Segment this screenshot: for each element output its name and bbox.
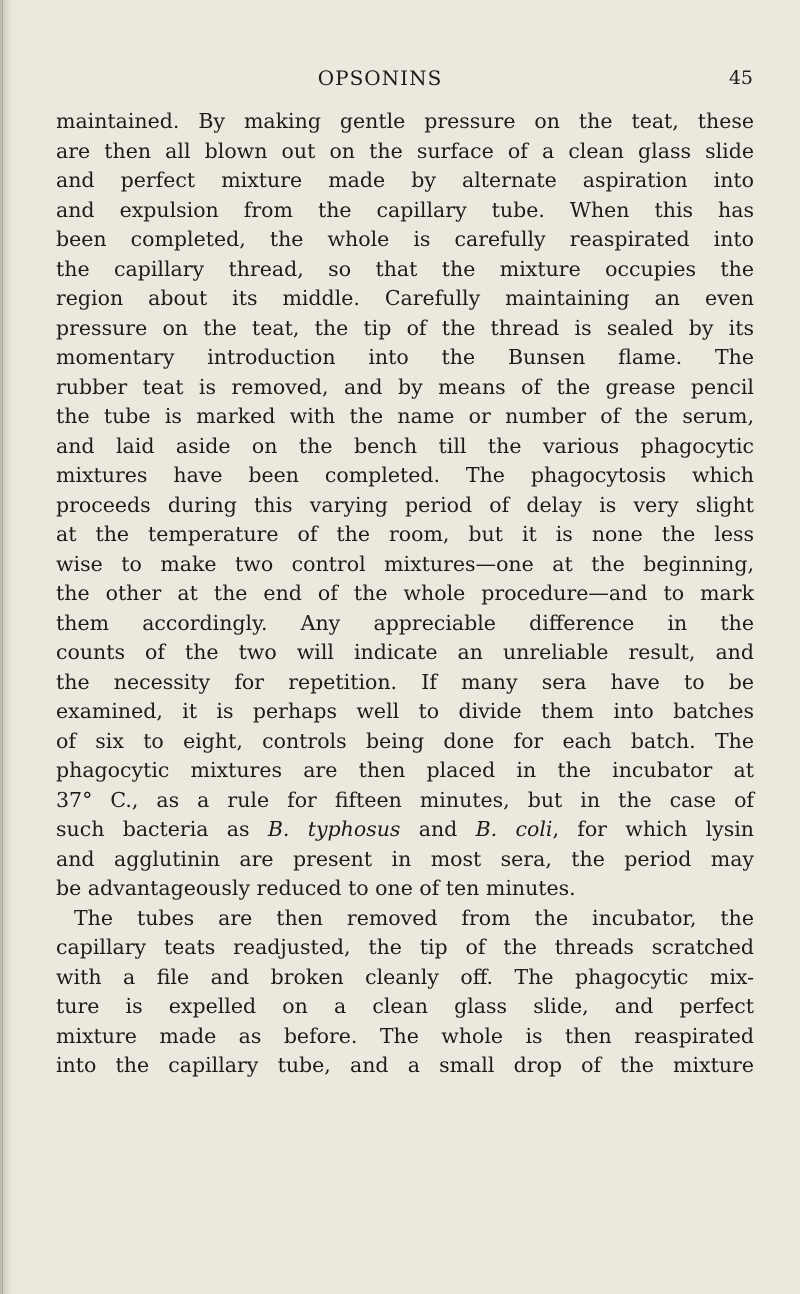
text-line-16: wise to make two control mixtures—one at the beginning, [56,551,754,576]
species-name-typhosus: B. typhosus [267,817,401,841]
text-line-4: and expulsion from the capillary tube. When this has [56,197,754,222]
text-line-25-part1: such bacteria as [56,817,268,841]
running-title: OPSONINS [317,66,443,90]
text-line-1: maintained. By making gentle pressure on the teat, these [56,109,754,133]
text-line-25-part3: , for which lysin [552,817,754,841]
text-line-17: the other at the end of the whole procedure—and to mark [56,581,754,605]
text-line-2: are then all blown out on the surface of a clean glass slide [56,138,754,163]
text-line-27: be advantageously reduced to one of ten minutes. [56,876,576,900]
body-text [56,107,754,1081]
text-line-15: at the temperature of the room, but it is none the less [56,522,754,546]
text-line-6: the capillary thread, so that the mixture occupies the [56,256,754,281]
text-line-13: mixtures have been completed. The phagocytosis which [56,463,754,487]
text-line-9: momentary introduction into the Bunsen flame. The [56,345,754,369]
text-line-23: phagocytic mixtures are then placed in the incubator at [56,758,754,782]
text-line-30: with a file and broken cleanly off. The phagocytic mix- [56,964,754,989]
text-line-11: the tube is marked with the name or number of the serum, [56,404,754,428]
text-line-33: into the capillary tube, and a small drop of the mixture [56,1053,754,1077]
text-line-19: counts of the two will indicate an unreliable result, and [56,640,754,664]
text-line-32: mixture made as before. The whole is then reaspirated [56,1023,754,1048]
text-line-22: of six to eight, controls being done for each batch. The [56,728,754,753]
text-line-10: rubber teat is removed, and by means of the grease pencil [56,374,754,399]
species-name-coli: B. coli [475,817,553,841]
page-edge-line [2,0,3,1294]
text-line-29: capillary teats readjusted, the tip of the threads scratched [56,935,754,959]
text-line-5: been completed, the whole is carefully reaspirated into [56,227,754,251]
text-line-7: region about its middle. Carefully maintaining an even [56,286,754,310]
text-line-26: and agglutinin are present in most sera, the period may [56,846,754,871]
text-line-8: pressure on the teat, the tip of the thread is sealed by its [56,315,754,340]
text-line-21: examined, it is perhaps well to divide them into batches [56,699,754,723]
running-head [0,63,800,93]
text-line-25-part2: and [400,817,476,841]
text-line-28: The tubes are then removed from the incubator, the [74,905,754,930]
text-line-20: the necessity for repetition. If many sera have to be [56,669,754,694]
page-number: 45 [728,67,753,89]
text-line-31: ture is expelled on a clean glass slide, and perfect [56,994,754,1018]
text-line-3: and perfect mixture made by alternate aspiration into [56,168,754,192]
text-line-25 [56,815,754,845]
text-line-12: and laid aside on the bench till the various phagocytic [56,433,754,458]
text-line-14: proceeds during this varying period of delay is very slight [56,492,754,517]
text-line-24: 37° C., as a rule for fifteen minutes, but in the case of [56,787,754,812]
text-line-18: them accordingly. Any appreciable difference in the [56,610,754,635]
